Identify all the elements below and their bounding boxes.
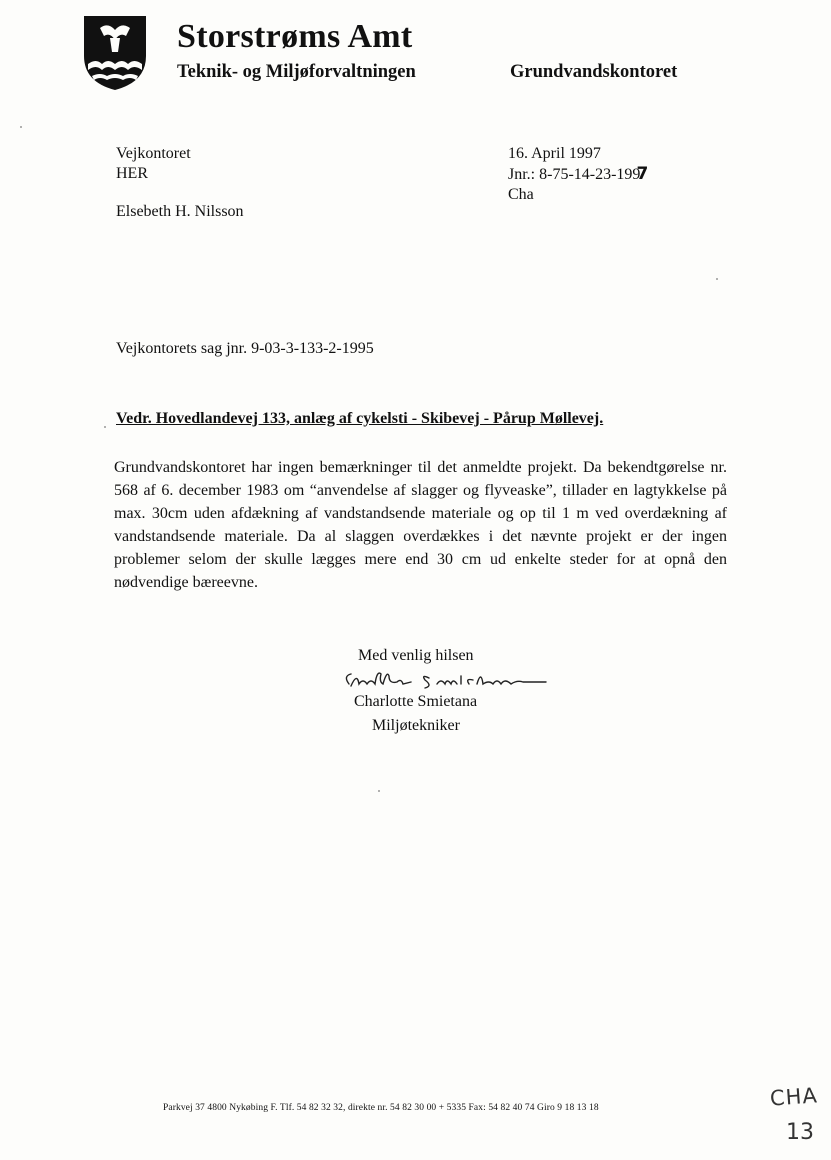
recipient-line-2: HER <box>116 165 148 182</box>
sender-initials: Cha <box>508 186 534 203</box>
scan-speck <box>104 426 106 428</box>
case-reference: Vejkontorets sag jnr. 9-03-3-133-2-1995 <box>116 340 374 357</box>
scan-speck <box>20 126 22 128</box>
recipient-contact: Elsebeth H. Nilsson <box>116 203 244 220</box>
scan-speck <box>716 278 718 280</box>
org-name: Storstrøms Amt <box>177 18 413 55</box>
scan-speck <box>378 790 380 792</box>
journal-number-text: Jnr.: 8-75-14-23-199 <box>508 166 641 183</box>
department-name: Teknik- og Miljøforvaltningen <box>177 62 416 82</box>
handwritten-note-number: 13 <box>786 1120 814 1145</box>
letter-body: Grundvandskontoret har ingen bemærkninger til det anmeldte projekt. Da bekendtgørelse nr. 568 af 6. december 1983 om “anvendelse af slagger og flyveaske”, tillader en lagtykkelse på max. 30cm uden afdækning af vandstandsende materiale og op til 1 m ved overdækning af vandstandsende materiale. Da al slaggen overdækkes i det nævnte projekt er der ingen problemer selom der skulle lægges mere end 30 cm ud enkelte steder for at opnå den nødvendige bæreevne. <box>114 459 727 591</box>
closing-greeting: Med venlig hilsen <box>358 647 474 664</box>
journal-correction: 7 <box>636 164 649 184</box>
signatory-title: Miljøtekniker <box>372 717 460 734</box>
journal-number <box>508 164 648 185</box>
signatory-name: Charlotte Smietana <box>354 693 478 710</box>
handwritten-signature <box>341 668 556 694</box>
handwritten-note-initials: CHA <box>769 1083 819 1111</box>
footer-contact: Parkvej 37 4800 Nykøbing F. Tlf. 54 82 32 32, direkte nr. 54 82 30 00 + 5335 Fax: 54 82 40 74 Giro 9 18 13 18 <box>163 1103 599 1113</box>
letter-date: 16. April 1997 <box>508 145 601 162</box>
recipient-line-1: Vejkontoret <box>116 145 191 162</box>
coat-of-arms-icon <box>80 12 150 92</box>
letter-subject: Vedr. Hovedlandevej 133, anlæg af cykelsti - Skibevej - Pårup Møllevej. <box>116 410 604 427</box>
meta-block <box>508 144 648 205</box>
office-name: Grundvandskontoret <box>510 62 678 82</box>
recipient-block <box>116 144 191 184</box>
